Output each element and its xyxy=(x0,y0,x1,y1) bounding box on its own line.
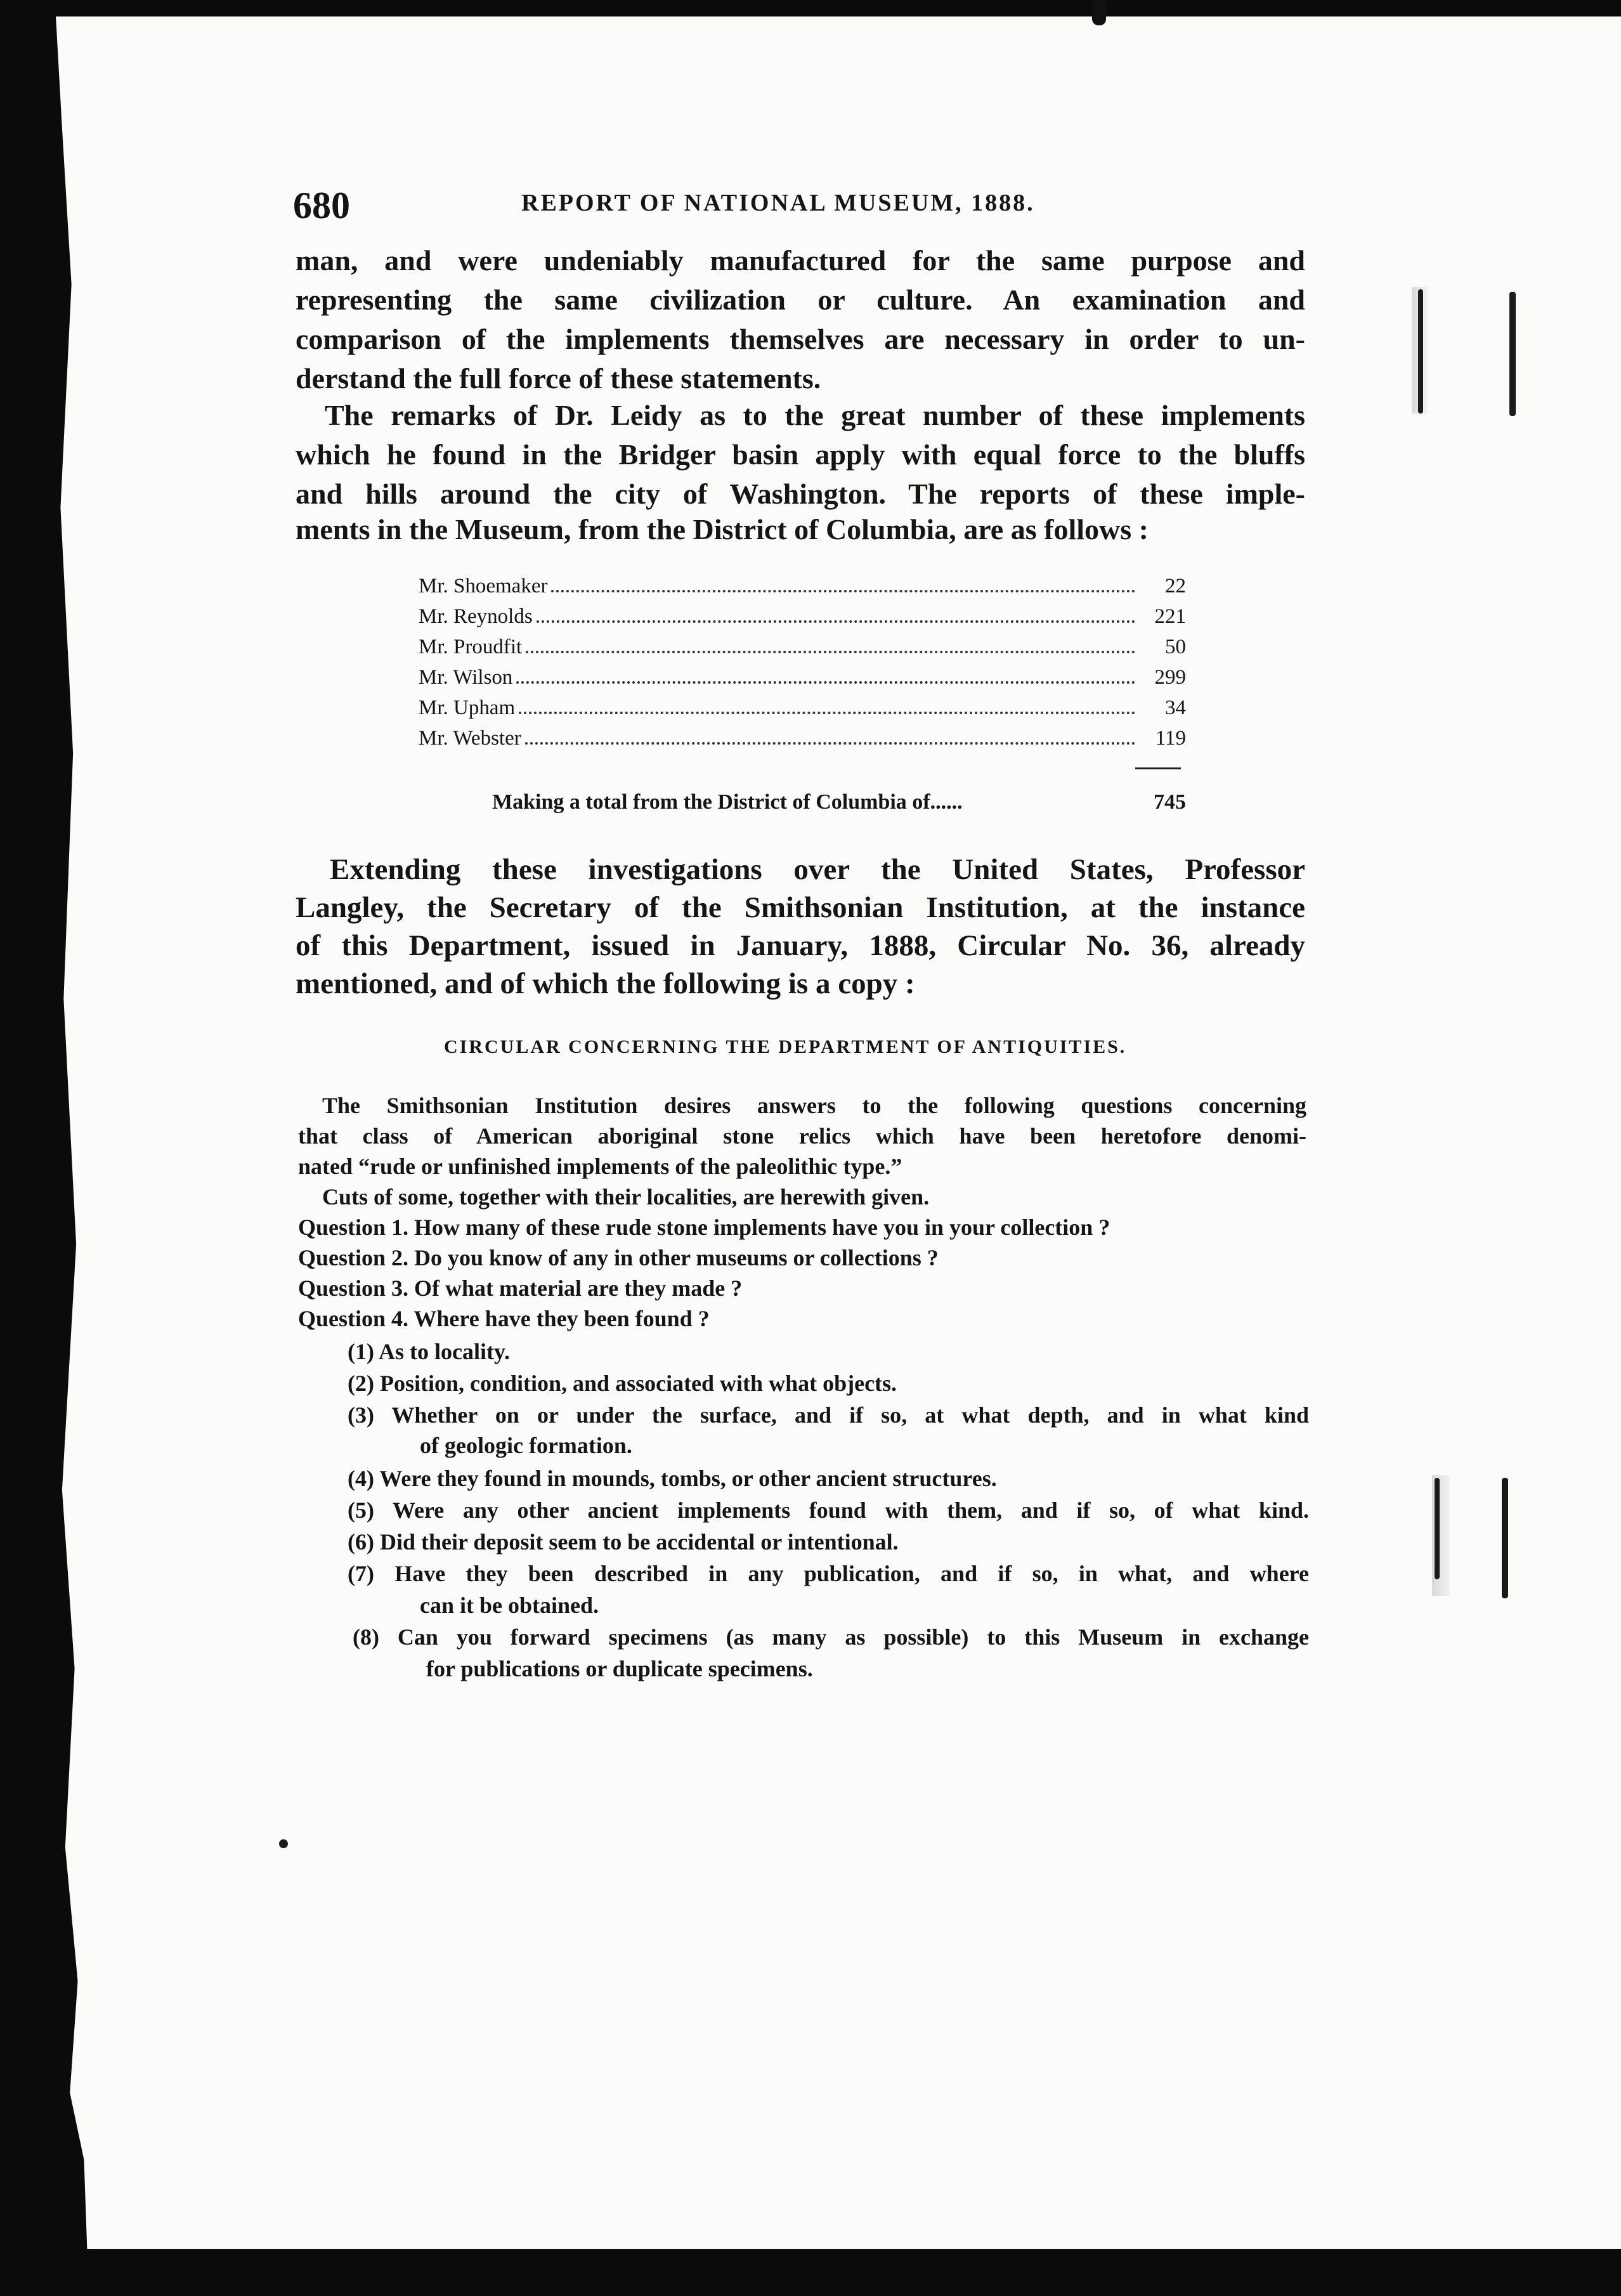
intro-line: derstand the full force of these statements. xyxy=(296,362,821,395)
subitem-line: can it be obtained. xyxy=(420,1593,599,1618)
implement-count: 119 xyxy=(1155,727,1186,750)
total-label: Making a total from the District of Columbia of...... xyxy=(492,790,963,814)
circular-heading: CIRCULAR CONCERNING THE DEPARTMENT OF ANTIQUITIES. xyxy=(444,1036,1127,1057)
question-line: Question 1. How many of these rude stone implements have you in your collection ? xyxy=(298,1215,1110,1240)
intro-line: comparison of the implements themselves are necessary in order to un- xyxy=(296,323,1305,355)
report-row xyxy=(419,575,1186,598)
report-row xyxy=(419,666,1186,689)
subitem-line: (7) Have they been described in any publication, and if so, in what, and where xyxy=(348,1561,1309,1586)
circular-intro-line: The Smithsonian Institution desires answers to the following questions concerning xyxy=(322,1093,1306,1118)
leidy-line: ments in the Museum, from the District of Columbia, are as follows : xyxy=(296,513,1149,545)
report-row xyxy=(419,605,1186,629)
leidy-line: and hills around the city of Washington. The reports of these imple- xyxy=(296,478,1305,510)
extending-line: Extending these investigations over the United States, Professor xyxy=(330,853,1305,886)
subitem-line: (6) Did their deposit seem to be accidental or intentional. xyxy=(348,1529,899,1555)
reporter-name: Mr. Wilson xyxy=(419,666,513,689)
total-row xyxy=(492,790,1186,814)
margin-bar-upper-left xyxy=(1418,289,1423,414)
leader-dots xyxy=(516,681,1135,684)
ink-spot xyxy=(279,1839,288,1848)
subitem-line: (4) Were they found in mounds, tombs, or other ancient structures. xyxy=(348,1466,997,1491)
implement-count: 22 xyxy=(1165,575,1186,597)
report-row xyxy=(419,727,1186,750)
reporter-name: Mr. Reynolds xyxy=(419,605,533,628)
page-number: 680 xyxy=(293,185,350,226)
implement-count: 299 xyxy=(1154,666,1186,689)
margin-bar-upper-right xyxy=(1509,292,1516,416)
implement-count: 34 xyxy=(1165,696,1186,719)
circular-intro-line: nated “rude or unfinished implements of the paleolithic type.” xyxy=(298,1154,902,1179)
report-row xyxy=(419,636,1186,659)
total-value: 745 xyxy=(1154,790,1186,814)
question-line: Question 3. Of what material are they made ? xyxy=(298,1275,743,1301)
top-edge-mark xyxy=(1092,0,1106,25)
extending-line: Langley, the Secretary of the Smithsonian Institution, at the instance xyxy=(296,891,1305,924)
leader-dots xyxy=(537,620,1135,623)
margin-bar-lower-left xyxy=(1435,1478,1440,1579)
subitem-line: (1) As to locality. xyxy=(348,1339,510,1364)
extending-line: mentioned, and of which the following is a copy : xyxy=(296,967,915,1000)
subitem-line: of geologic formation. xyxy=(420,1433,632,1458)
subitem-line: for publications or duplicate specimens. xyxy=(426,1656,813,1681)
implement-count: 221 xyxy=(1154,605,1186,628)
sum-rule xyxy=(1135,767,1181,769)
reporter-name: Mr. Shoemaker xyxy=(419,575,548,597)
leader-dots xyxy=(519,712,1135,714)
intro-line: representing the same civilization or culture. An examination and xyxy=(296,284,1305,316)
subitem-line: (5) Were any other ancient implements found with them, and if so, of what kind. xyxy=(348,1497,1309,1523)
leader-dots xyxy=(551,590,1135,592)
reporter-name: Mr. Webster xyxy=(419,727,521,750)
leader-dots xyxy=(526,651,1135,653)
extending-line: of this Department, issued in January, 1888, Circular No. 36, already xyxy=(296,929,1305,962)
reporter-name: Mr. Upham xyxy=(419,696,516,719)
subitem-line: (8) Can you forward specimens (as many as possible) to this Museum in exchange xyxy=(353,1624,1309,1650)
circular-intro-line: that class of American aboriginal stone relics which have been heretofore denomi- xyxy=(298,1123,1306,1149)
subitem-line: (3) Whether on or under the surface, and if so, at what depth, and in what kind xyxy=(348,1402,1309,1428)
intro-line: man, and were undeniably manufactured for the same purpose and xyxy=(296,244,1305,277)
implement-count: 50 xyxy=(1165,636,1186,658)
running-title: REPORT OF NATIONAL MUSEUM, 1888. xyxy=(521,190,1035,216)
leidy-line: The remarks of Dr. Leidy as to the great number of these implements xyxy=(325,399,1305,431)
leidy-line: which he found in the Bridger basin apply with equal force to the bluffs xyxy=(296,438,1305,471)
report-row xyxy=(419,696,1186,720)
question-line: Question 2. Do you know of any in other museums or collections ? xyxy=(298,1245,939,1270)
reporter-name: Mr. Proudfit xyxy=(419,636,523,658)
cuts-line: Cuts of some, together with their localities, are herewith given. xyxy=(322,1184,930,1210)
question-line: Question 4. Where have they been found ? xyxy=(298,1306,710,1331)
subitem-line: (2) Position, condition, and associated with what objects. xyxy=(348,1371,897,1396)
leader-dots xyxy=(525,742,1135,745)
margin-bar-lower-right xyxy=(1502,1478,1508,1598)
